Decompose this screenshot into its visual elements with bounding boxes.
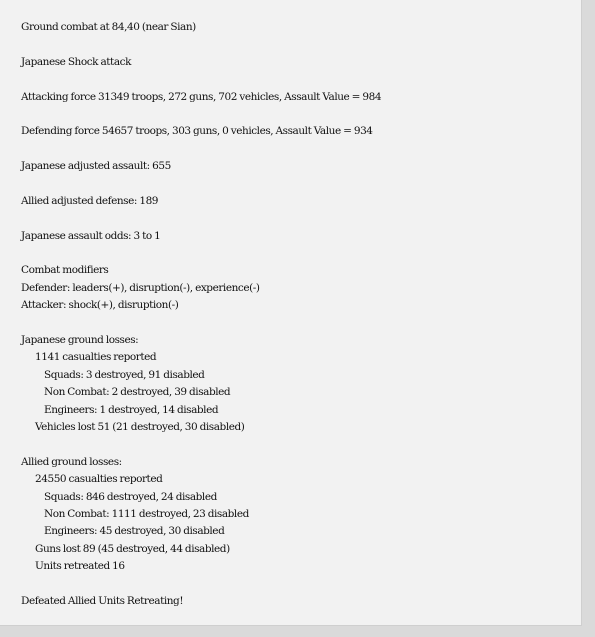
adjusted-assault: Japanese adjusted assault: 655	[21, 160, 171, 173]
allied-retreated: Units retreated 16	[35, 560, 125, 573]
attacker-modifiers: Attacker: shock(+), disruption(-)	[21, 299, 179, 312]
allied-casualties: 24550 casualties reported	[35, 473, 163, 486]
japanese-engineers: Engineers: 1 destroyed, 14 disabled	[44, 403, 219, 416]
japanese-non-combat: Non Combat: 2 destroyed, 39 disabled	[44, 386, 231, 399]
allied-squads: Squads: 846 destroyed, 24 disabled	[44, 490, 217, 503]
allied-losses-title: Allied ground losses:	[21, 455, 122, 468]
modifiers-title: Combat modifiers	[21, 264, 109, 277]
japanese-losses-title: Japanese ground losses:	[21, 334, 139, 347]
attack-type: Japanese Shock attack	[21, 55, 131, 68]
japanese-casualties: 1141 casualties reported	[35, 351, 157, 364]
japanese-vehicles: Vehicles lost 51 (21 destroyed, 30 disabled)	[35, 420, 245, 433]
allied-guns: Guns lost 89 (45 destroyed, 44 disabled)	[35, 542, 230, 555]
combat-result: Defeated Allied Units Retreating!	[21, 594, 184, 607]
japanese-squads: Squads: 3 destroyed, 91 disabled	[44, 368, 205, 381]
assault-odds: Japanese assault odds: 3 to 1	[21, 229, 161, 242]
defending-force: Defending force 54657 troops, 303 guns, 0 vehicles, Assault Value = 934	[21, 125, 373, 138]
allied-non-combat: Non Combat: 1111 destroyed, 23 disabled	[44, 507, 249, 520]
allied-engineers: Engineers: 45 destroyed, 30 disabled	[44, 525, 225, 538]
adjusted-defense: Allied adjusted defense: 189	[21, 194, 159, 207]
attacking-force: Attacking force 31349 troops, 272 guns, 702 vehicles, Assault Value = 984	[21, 90, 382, 103]
defender-modifiers: Defender: leaders(+), disruption(-), experience(-)	[21, 281, 260, 294]
combat-header: Ground combat at 84,40 (near Sian)	[21, 21, 196, 33]
